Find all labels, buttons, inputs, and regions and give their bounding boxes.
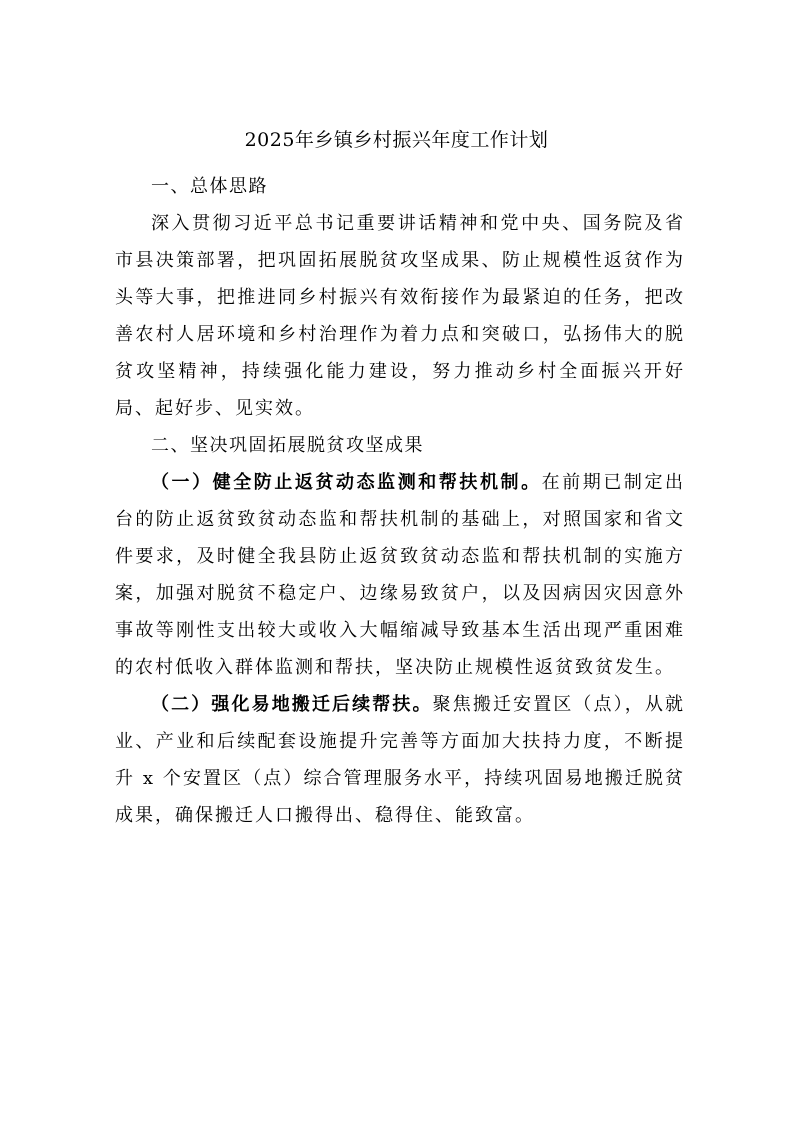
section-heading-overall-approach: 一、总体思路 [151,176,268,197]
item-monitoring-lead: （一）健全防止返贫动态监测和帮扶机制。 [151,472,542,493]
section-heading-poverty-consolidation: 二、坚决巩固拓展脱贫攻坚成果 [151,435,424,456]
overall-approach-paragraph: 深入贯彻习近平总书记重要讲话精神和党中央、国务院及省市县决策部署，把巩固拓展脱贫攻坚成果、防止规模性返贫作为头等大事，把推进同乡村振兴有效衔接作为最紧迫的任务，把改善农村人居环境和乡村治理作为着力点和突破口，弘扬伟大的脱贫攻坚精神，持续强化能力建设，努力推动乡村全面振兴开好局、起好步、见实效。 [115,213,685,419]
document-body [115,168,685,834]
item-monitoring-mechanism [115,464,685,686]
item-relocation-lead: （二）强化易地搬迁后续帮扶。 [151,694,433,715]
item-relocation-text: 聚焦搬迁安置区（点），从就业、产业和后续配套设施提升完善等方面加大扶持力度，不断提升 x 个安置区（点）综合管理服务水平，持续巩固易地搬迁脱贫成果，确保搬迁人口搬得出、稳得住、能致富。 [115,694,686,826]
item-monitoring-text: 在前期已制定出台的防止返贫致贫动态监和帮扶机制的基础上，对照国家和省文件要求，及时健全我县防止返贫致贫动态监和帮扶机制的实施方案，加强对脱贫不稳定户、边缘易致贫户，以及因病因灾因意外事故等刚性支出较大或收入大幅缩减导致基本生活出现严重困难的农村低收入群体监测和帮扶，坚决防止规模性返贫致贫发生。 [115,472,685,678]
document-title: 2025年乡镇乡村振兴年度工作计划 [244,129,549,151]
item-relocation-support [115,686,685,834]
